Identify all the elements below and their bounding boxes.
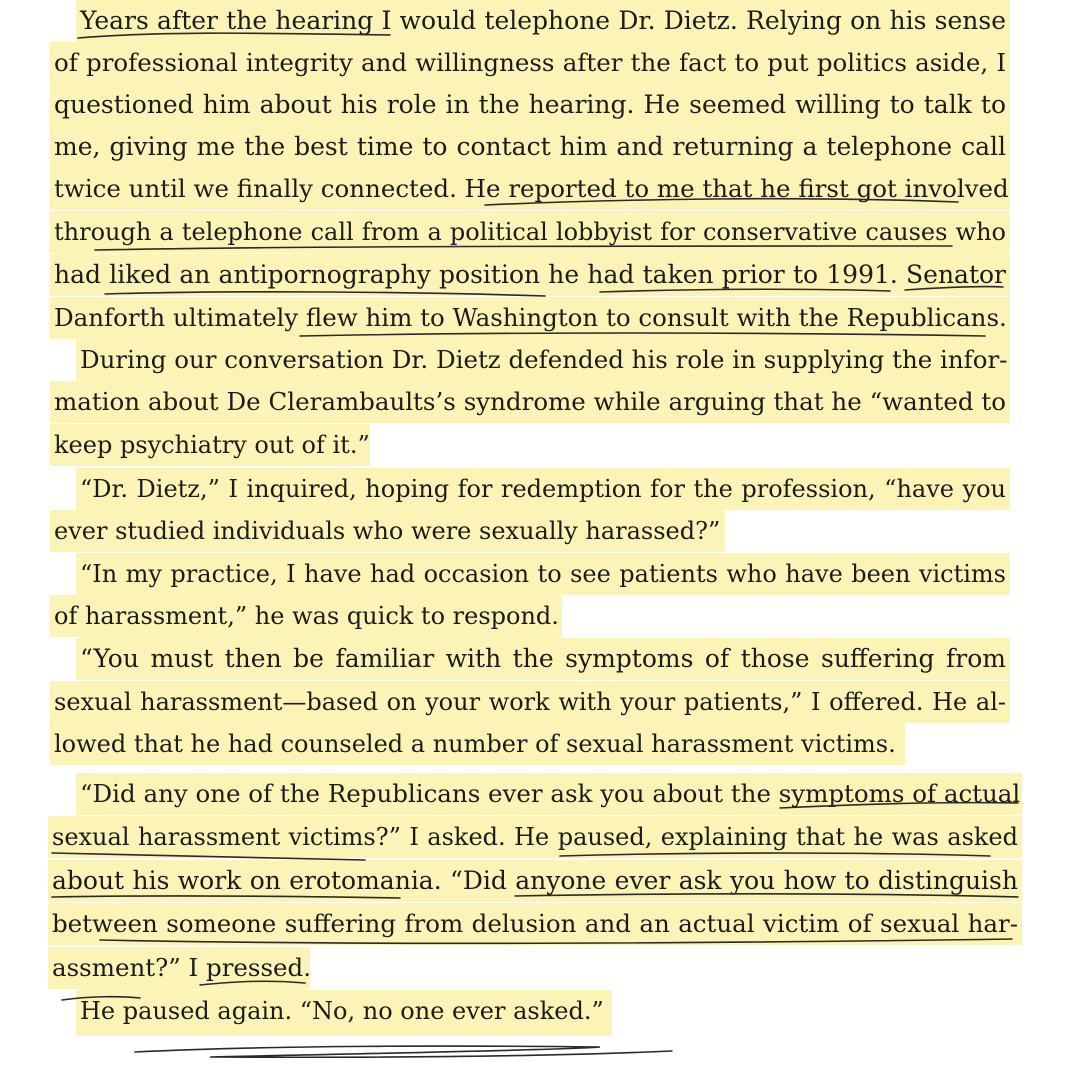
- text-line: of harassment,” he was quick to respond.: [50, 595, 562, 637]
- text-line: “In my practice, I have had occasion to see patients who have been victims: [76, 553, 1010, 595]
- text-line: through a telephone call from a political lobbyist for conservative causes who: [50, 211, 1010, 253]
- text-line: sexual harassment—based on your work with your patients,” I offered. He al-: [50, 681, 1010, 723]
- text-line: me, giving me the best time to contact him and returning a telephone call: [50, 126, 1010, 168]
- text-line: about his work on erotomania. “Did anyone ever ask you how to distinguish: [48, 860, 1022, 902]
- text-line: of professional integrity and willingness after the fact to put politics aside, I: [50, 42, 1010, 84]
- text-line: between someone suffering from delusion and an actual victim of sexual har-: [48, 903, 1022, 945]
- text-line: assment?” I pressed.: [48, 947, 310, 989]
- text-line: Danforth ultimately flew him to Washington to consult with the Republicans.: [50, 297, 1010, 339]
- text-line: Years after the hearing I would telephone Dr. Dietz. Relying on his sense: [76, 0, 1010, 42]
- text-line: keep psychiatry out of it.”: [50, 424, 370, 466]
- text-line: mation about De Clerambaults’s syndrome while arguing that he “wanted to: [50, 381, 1010, 423]
- text-line: had liked an antipornography position he had taken prior to 1991. Senator: [50, 254, 1010, 296]
- text-line: twice until we finally connected. He reported to me that he first got involved: [50, 168, 1010, 210]
- text-line: questioned him about his role in the hearing. He seemed willing to talk to: [50, 84, 1010, 126]
- text-line: “You must then be familiar with the symptoms of those suffering from: [76, 638, 1010, 680]
- text-line: lowed that he had counseled a number of sexual harassment victims.: [50, 723, 905, 765]
- text-line: ever studied individuals who were sexually harassed?”: [50, 510, 725, 552]
- underline-mark: [135, 1046, 672, 1057]
- text-line: “Did any one of the Republicans ever ask you about the symptoms of actual: [76, 773, 1022, 815]
- text-line: “Dr. Dietz,” I inquired, hoping for redemption for the profession, “have you: [76, 468, 1010, 510]
- text-line: sexual harassment victims?” I asked. He paused, explaining that he was asked: [48, 816, 1022, 858]
- text-line: During our conversation Dr. Dietz defended his role in supplying the infor-: [76, 339, 1010, 381]
- text-line: He paused again. “No, no one ever asked.”: [76, 990, 612, 1036]
